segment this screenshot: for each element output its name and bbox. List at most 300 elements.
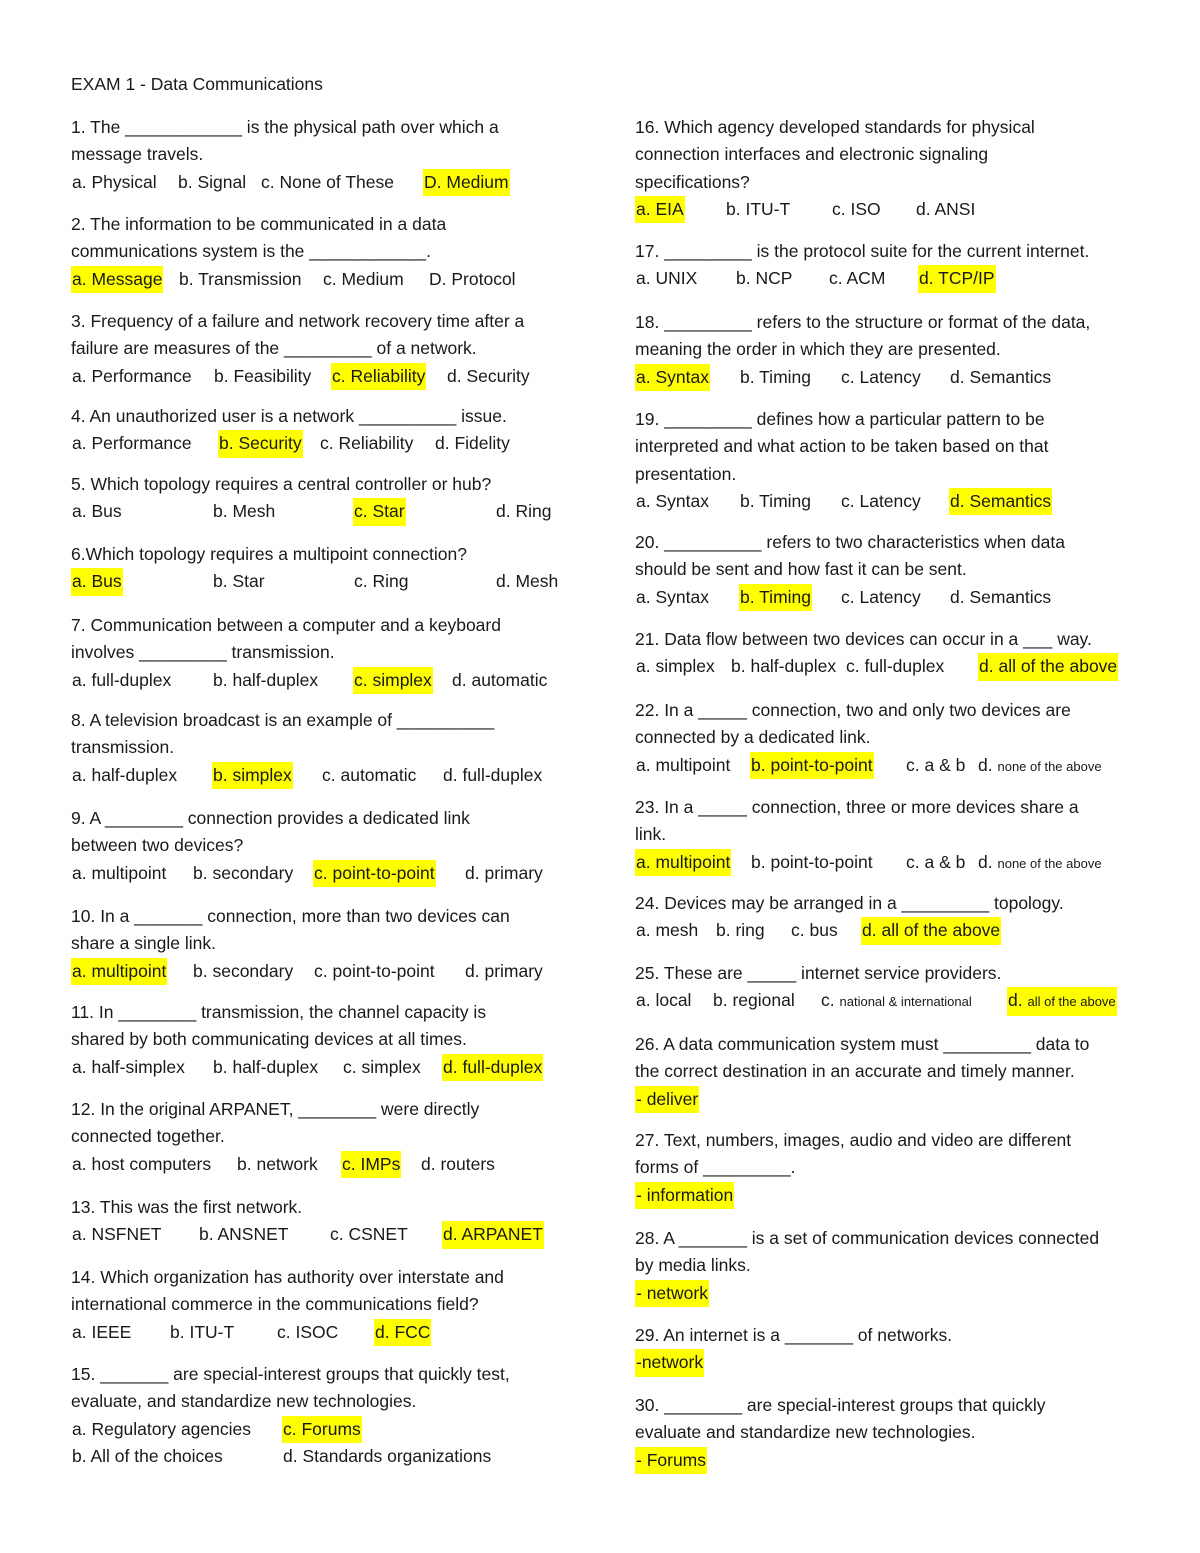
question-text: share a single link. <box>71 933 216 954</box>
question-2 <box>71 211 591 293</box>
answer-option <box>282 1443 492 1470</box>
answer-option <box>169 1319 235 1346</box>
answer-option <box>635 584 710 611</box>
option-label: d. Fidelity <box>435 433 510 454</box>
answer-option <box>905 849 966 876</box>
question-text: between two devices? <box>71 835 244 856</box>
question-25 <box>635 960 1155 1015</box>
question-19 <box>635 406 1155 515</box>
correct-answer-option <box>750 752 874 779</box>
option-label: b. NCP <box>736 268 793 289</box>
question-28 <box>635 1225 1155 1307</box>
option-label: c. Reliability <box>332 365 426 386</box>
option-label: d. Standards organizations <box>283 1445 492 1466</box>
question-text: transmission. <box>71 737 175 758</box>
option-label: c. simplex <box>343 1056 421 1077</box>
option-label: c. Medium <box>323 268 404 289</box>
question-text: forms of _________. <box>635 1157 796 1178</box>
answer-option <box>739 488 812 515</box>
option-label: a. NSFNET <box>72 1224 162 1245</box>
question-text: meaning the order in which they are presented. <box>635 339 1001 360</box>
answer-option <box>428 266 517 293</box>
question-text: 27. Text, numbers, images, audio and video are different <box>635 1130 1072 1150</box>
option-label: b. half-duplex <box>731 656 837 677</box>
options-row <box>71 1319 591 1346</box>
question-27 <box>635 1127 1155 1209</box>
answer-option <box>276 1319 339 1346</box>
option-label: b. Mesh <box>213 501 276 522</box>
correct-answer-option <box>353 498 406 525</box>
answer-option <box>236 1151 319 1178</box>
option-label: a. Physical <box>72 171 157 192</box>
question-text: presentation. <box>635 463 737 484</box>
option-label-small: none of the above <box>997 855 1102 871</box>
question-text: international commerce in the communications field? <box>71 1294 479 1315</box>
option-label: b. half-duplex <box>213 669 319 690</box>
option-label: a. Performance <box>72 433 192 454</box>
option-label: D. Protocol <box>429 268 516 289</box>
question-text: 6.Which topology requires a multipoint connection? <box>71 544 467 564</box>
question-text: should be sent and how fast it can be sent. <box>635 559 967 580</box>
answer-option <box>840 584 922 611</box>
answer-option <box>71 363 193 390</box>
answer-option <box>750 849 874 876</box>
question-text: 26. A data communication system must _________ data to <box>635 1034 1090 1054</box>
correct-answer-option <box>212 762 293 789</box>
answer-option <box>71 169 158 196</box>
question-15 <box>71 1361 591 1470</box>
option-label: b. Transmission <box>179 268 302 289</box>
question-24 <box>635 890 1155 945</box>
question-text: 29. An internet is a _______ of networks. <box>635 1325 953 1345</box>
options-row <box>71 169 591 196</box>
answer-option <box>977 752 1103 780</box>
correct-answer-option <box>635 196 685 223</box>
options-row <box>71 1054 591 1081</box>
option-label: c. a & b <box>906 851 966 872</box>
answer-option <box>949 364 1052 391</box>
answer-option <box>192 958 294 985</box>
options-row <box>71 762 591 789</box>
answer-option <box>353 568 409 595</box>
option-label: b. All of the choices <box>72 1445 223 1466</box>
question-text: 23. In a _____ connection, three or more devices share a <box>635 797 1079 817</box>
option-label: b. ANSNET <box>199 1224 289 1245</box>
option-label: d. <box>978 754 993 775</box>
option-label: a. Message <box>72 268 163 289</box>
option-label: d. Mesh <box>496 571 559 592</box>
option-label: a. multipoint <box>72 960 167 981</box>
options-row <box>635 987 1155 1014</box>
option-label: d. FCC <box>375 1321 431 1342</box>
answer-option <box>730 653 837 680</box>
question-text: 28. A _______ is a set of communication devices connected <box>635 1228 1100 1248</box>
option-label: c. <box>821 990 835 1011</box>
correct-answer-option <box>331 363 426 390</box>
correct-answer-option <box>282 1416 362 1443</box>
correct-answer-option <box>374 1319 431 1346</box>
fill-in-answer: - information <box>635 1182 734 1209</box>
question-text: link. <box>635 824 667 845</box>
fill-in-answer: - deliver <box>635 1086 699 1113</box>
option-label: a. IEEE <box>72 1321 132 1342</box>
correct-answer-option <box>442 1054 543 1081</box>
option-label: c. ACM <box>829 268 886 289</box>
answer-option <box>71 430 193 457</box>
question-17 <box>635 238 1155 293</box>
option-label: b. Signal <box>178 171 247 192</box>
answer-option <box>321 762 417 789</box>
question-text: 21. Data flow between two devices can occur in a ___ way. <box>635 629 1092 649</box>
option-label: c. a & b <box>906 754 966 775</box>
question-text: 18. _________ refers to the structure or format of the data, <box>635 312 1091 332</box>
correct-answer-option <box>1007 987 1117 1015</box>
option-label: d. all of the above <box>979 656 1118 677</box>
option-label: b. Timing <box>740 366 811 387</box>
answer-option <box>739 364 812 391</box>
question-text: by media links. <box>635 1255 751 1276</box>
option-label: d. <box>1008 990 1023 1011</box>
answer-option <box>495 498 552 525</box>
option-label: a. half-duplex <box>72 764 178 785</box>
question-text: connected together. <box>71 1126 225 1147</box>
answer-option <box>192 860 294 887</box>
option-label: d. Ring <box>496 501 552 522</box>
option-label: d. ARPANET <box>443 1224 543 1245</box>
option-label: d. full-duplex <box>443 764 543 785</box>
correct-answer-option <box>341 1151 401 1178</box>
question-5 <box>71 471 591 526</box>
question-text: 15. _______ are special-interest groups that quickly test, <box>71 1364 510 1384</box>
options-row <box>71 568 591 595</box>
option-label: d. routers <box>421 1153 495 1174</box>
option-label: b. point-to-point <box>751 754 873 775</box>
option-label: d. all of the above <box>862 920 1001 941</box>
option-label: d. automatic <box>452 669 548 690</box>
option-label-small: national & international <box>839 994 972 1010</box>
option-label: c. Reliability <box>320 433 414 454</box>
option-label: b. ITU-T <box>726 198 791 219</box>
option-label: c. ISOC <box>277 1321 339 1342</box>
options-row <box>71 1416 591 1443</box>
option-label: c. simplex <box>354 669 432 690</box>
answer-option <box>725 196 791 223</box>
options-row <box>71 1443 591 1470</box>
option-label: c. Latency <box>841 366 921 387</box>
question-text: evaluate and standardize new technologies. <box>635 1422 976 1443</box>
fill-in-answer: - Forums <box>635 1447 707 1474</box>
option-label: c. ISO <box>832 198 881 219</box>
option-label: a. full-duplex <box>72 669 172 690</box>
question-1 <box>71 114 591 196</box>
question-text: 11. In ________ transmission, the channel capacity is <box>71 1002 487 1022</box>
option-label: a. Regulatory agencies <box>72 1418 251 1439</box>
question-22 <box>635 697 1155 779</box>
question-20 <box>635 529 1155 611</box>
option-label: c. Ring <box>354 571 409 592</box>
question-text: 10. In a _______ connection, more than two devices can <box>71 906 510 926</box>
answer-option <box>260 169 395 196</box>
answer-option <box>71 1151 212 1178</box>
options-row <box>635 265 1155 292</box>
answer-option <box>845 653 945 680</box>
answer-option <box>71 762 178 789</box>
option-label: d. TCP/IP <box>919 268 995 289</box>
option-label: a. multipoint <box>636 754 731 775</box>
answer-option <box>313 958 436 985</box>
correct-answer-option <box>635 849 731 876</box>
correct-answer-option <box>218 430 303 457</box>
question-text: 25. These are _____ internet service providers. <box>635 963 1002 983</box>
options-row <box>635 752 1155 779</box>
answer-option <box>977 849 1103 877</box>
question-text: 4. An unauthorized user is a network __________ issue. <box>71 406 507 426</box>
question-26 <box>635 1031 1155 1113</box>
options-row <box>71 363 591 390</box>
option-label: a. Syntax <box>636 490 709 511</box>
question-text: 9. A ________ connection provides a dedicated link <box>71 808 470 828</box>
answer-option <box>442 762 543 789</box>
question-text: 22. In a _____ connection, two and only two devices are <box>635 700 1071 720</box>
option-label: a. local <box>636 990 692 1011</box>
answer-option <box>319 430 414 457</box>
question-text: shared by both communicating devices at all times. <box>71 1029 467 1050</box>
answer-option <box>635 752 731 779</box>
answer-option <box>213 363 312 390</box>
option-label: c. Star <box>354 501 405 522</box>
option-label: c. CSNET <box>330 1224 408 1245</box>
option-label: a. Bus <box>72 571 122 592</box>
options-row <box>71 860 591 887</box>
options-row <box>635 196 1155 223</box>
option-label: b. network <box>237 1153 318 1174</box>
answer-option <box>434 430 511 457</box>
correct-answer-option <box>442 1221 544 1248</box>
question-text: specifications? <box>635 171 750 192</box>
question-text: 3. Frequency of a failure and network recovery time after a <box>71 311 525 331</box>
option-label: a. EIA <box>636 198 684 219</box>
option-label: c. automatic <box>322 764 417 785</box>
correct-answer-option <box>353 667 433 694</box>
option-label: a. UNIX <box>636 268 698 289</box>
options-row <box>71 1151 591 1178</box>
question-16 <box>635 114 1155 223</box>
option-label: d. primary <box>465 960 543 981</box>
answer-option <box>831 196 882 223</box>
question-3 <box>71 308 591 390</box>
question-text: 30. ________ are special-interest groups that quickly <box>635 1395 1046 1415</box>
answer-option <box>715 917 766 944</box>
answer-option <box>71 1443 224 1470</box>
answer-option <box>820 987 973 1015</box>
question-text: connected by a dedicated link. <box>635 727 871 748</box>
option-label: b. Star <box>213 571 265 592</box>
answer-option <box>635 917 699 944</box>
answer-option <box>635 265 698 292</box>
option-label: a. Performance <box>72 365 192 386</box>
question-6 <box>71 541 591 596</box>
option-label: b. Timing <box>740 586 811 607</box>
question-12 <box>71 1096 591 1178</box>
option-label: d. Semantics <box>950 490 1052 511</box>
answer-option <box>949 584 1052 611</box>
fill-in-answer: - network <box>635 1280 709 1307</box>
option-label: b. regional <box>713 990 795 1011</box>
question-11 <box>71 999 591 1081</box>
option-label: c. Latency <box>841 490 921 511</box>
option-label: c. Forums <box>283 1418 361 1439</box>
options-row <box>635 849 1155 876</box>
correct-answer-option <box>71 266 163 293</box>
answer-option <box>790 917 839 944</box>
question-text: evaluate, and standardize new technologies. <box>71 1391 417 1412</box>
correct-answer-option <box>918 265 996 292</box>
question-text: 2. The information to be communicated in a data <box>71 214 447 234</box>
options-row <box>635 364 1155 391</box>
answer-option <box>635 488 710 515</box>
question-text: connection interfaces and electronic signaling <box>635 144 989 165</box>
option-label: a. Bus <box>72 501 122 522</box>
option-label: D. Medium <box>424 171 509 192</box>
options-row <box>635 584 1155 611</box>
correct-answer-option <box>861 917 1001 944</box>
option-label: a. multipoint <box>636 851 731 872</box>
options-row <box>635 917 1155 944</box>
option-label: d. Security <box>447 365 530 386</box>
question-30 <box>635 1392 1155 1474</box>
answer-option <box>840 364 922 391</box>
answer-option <box>71 667 172 694</box>
option-label: b. Timing <box>740 490 811 511</box>
answer-option <box>177 169 247 196</box>
question-text: interpreted and what action to be taken based on that <box>635 436 1049 457</box>
options-row <box>71 498 591 525</box>
answer-option <box>71 1221 162 1248</box>
question-9 <box>71 805 591 887</box>
answer-option <box>212 667 319 694</box>
answer-option <box>71 1054 186 1081</box>
options-row <box>635 653 1155 680</box>
option-label: d. primary <box>465 862 543 883</box>
options-row <box>71 430 591 457</box>
option-label: d. full-duplex <box>443 1056 543 1077</box>
question-8 <box>71 707 591 789</box>
options-row <box>71 958 591 985</box>
option-label: d. ANSI <box>916 198 976 219</box>
question-text: 5. Which topology requires a central controller or hub? <box>71 474 492 494</box>
option-label: c. full-duplex <box>846 656 945 677</box>
correct-answer-option <box>949 488 1052 515</box>
question-7 <box>71 612 591 694</box>
answer-option <box>735 265 793 292</box>
answer-option <box>71 1319 132 1346</box>
answer-option <box>464 958 544 985</box>
answer-option <box>446 363 531 390</box>
option-label: b. Security <box>219 433 302 454</box>
question-14 <box>71 1264 591 1346</box>
correct-answer-option <box>978 653 1118 680</box>
options-row <box>71 266 591 293</box>
answer-option <box>212 498 276 525</box>
answer-option <box>840 488 922 515</box>
answer-option <box>420 1151 496 1178</box>
answer-option <box>464 860 544 887</box>
option-label: a. half-simplex <box>72 1056 185 1077</box>
option-label: c. point-to-point <box>314 960 435 981</box>
option-label: d. Semantics <box>950 366 1052 387</box>
question-text: 24. Devices may be arranged in a _________ topology. <box>635 893 1064 913</box>
question-text: 8. A television broadcast is an example of __________ <box>71 710 495 730</box>
option-label: a. simplex <box>636 656 715 677</box>
option-label: c. Latency <box>841 586 921 607</box>
question-4 <box>71 403 591 458</box>
question-29 <box>635 1322 1155 1377</box>
correct-answer-option <box>423 169 510 196</box>
question-text: 12. In the original ARPANET, ________ were directly <box>71 1099 480 1119</box>
option-label: a. Syntax <box>636 586 709 607</box>
question-21 <box>635 626 1155 681</box>
option-label: c. None of These <box>261 171 394 192</box>
correct-answer-option <box>71 568 123 595</box>
question-text: 19. _________ defines how a particular pattern to be <box>635 409 1045 429</box>
answer-option <box>178 266 303 293</box>
answer-option <box>322 266 405 293</box>
option-label: c. point-to-point <box>314 862 435 883</box>
question-text: 13. This was the first network. <box>71 1197 303 1217</box>
correct-answer-option <box>739 584 812 611</box>
answer-option <box>198 1221 289 1248</box>
question-text: 17. _________ is the protocol suite for the current internet. <box>635 241 1090 261</box>
answer-option <box>71 498 123 525</box>
question-18 <box>635 309 1155 391</box>
option-label-small: none of the above <box>997 758 1102 774</box>
answer-option <box>212 1054 319 1081</box>
answer-option <box>495 568 559 595</box>
option-label: a. Syntax <box>636 366 709 387</box>
answer-option <box>905 752 966 779</box>
question-13 <box>71 1194 591 1249</box>
option-label: a. multipoint <box>72 862 167 883</box>
question-text: involves _________ transmission. <box>71 642 335 663</box>
option-label-small: all of the above <box>1027 994 1116 1010</box>
correct-answer-option <box>635 364 710 391</box>
question-text: 7. Communication between a computer and a keyboard <box>71 615 501 635</box>
fill-in-answer: -network <box>635 1349 704 1376</box>
answer-option <box>451 667 548 694</box>
question-text: 14. Which organization has authority over interstate and <box>71 1267 504 1287</box>
option-label: d. <box>978 851 993 872</box>
answer-option <box>828 265 886 292</box>
question-text: communications system is the ____________. <box>71 241 431 262</box>
answer-option <box>212 568 266 595</box>
question-10 <box>71 903 591 985</box>
option-label: a. host computers <box>72 1153 212 1174</box>
answer-option <box>712 987 796 1014</box>
answer-option <box>635 653 716 680</box>
answer-option <box>329 1221 409 1248</box>
question-text: the correct destination in an accurate and timely manner. <box>635 1061 1075 1082</box>
option-label: c. bus <box>791 920 838 941</box>
correct-answer-option <box>313 860 436 887</box>
options-row <box>71 667 591 694</box>
options-row <box>635 488 1155 515</box>
option-label: b. ring <box>716 920 765 941</box>
question-text: message travels. <box>71 144 204 165</box>
question-23 <box>635 794 1155 876</box>
option-label: b. ITU-T <box>170 1321 235 1342</box>
answer-option <box>71 1416 252 1443</box>
correct-answer-option <box>71 958 167 985</box>
